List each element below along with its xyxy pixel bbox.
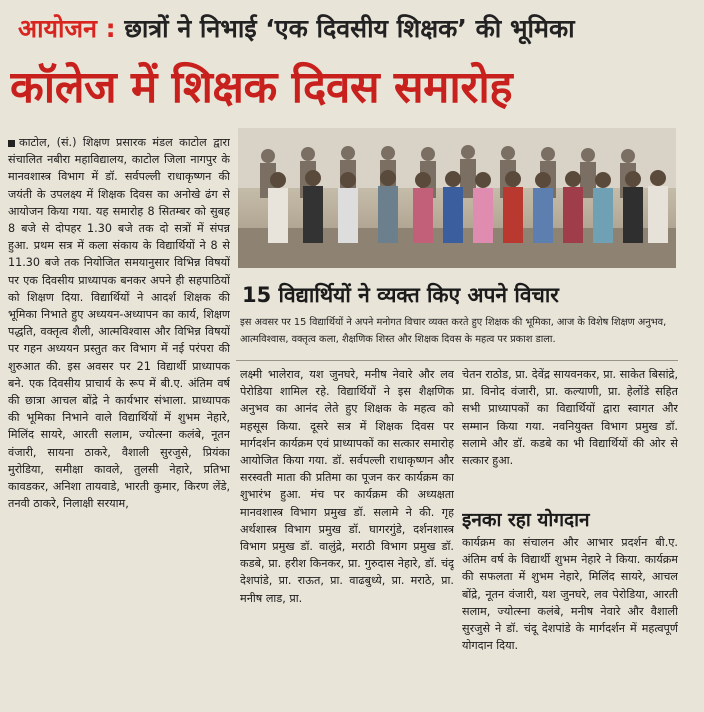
photo-caption: इस अवसर पर 15 विद्यार्थियों ने अपने मनोगत विचार व्यक्त करते हुए शिक्षक की भूमिका, आज के विशेष शिक्षण अनुभव, आत्मविश्वास, वक्तृत्व कला, शैक्षणिक शिस्त और शिक्षक दिवस के महत्व पर प्रकाश डाला.: [240, 317, 667, 345]
divider: [236, 360, 678, 361]
article-column-2: लक्ष्मी भालेराव, यश जुनघरे, मनीष नेवारे और लव पेरोडिया शामिल रहे. विद्यार्थियों ने इस शैक्षणिक अनुभव का आनंद लेते हुए शिक्षक के महत्व को महसूस किया. दूसरे सत्र में शिक्षक दिवस पर मार्गदर्शन कार्यक्रम एवं प्राध्यापकों का सत्कार समारोह आयोजित किया गया. डॉ. सर्वपल्ली राधाकृष्णन और सरस्वती माता की प्रतिमा का पूजन कर कार्यक्रम का शुभारंभ हुआ. मंच पर कार्यक्रम की अध्यक्षता मानवशास्त्र विभाग प्रमुख डॉ. सलामे ने की. गृह अर्थशास्त्र विभाग प्रमुख डॉ. घागरगुंडे, दर्शनशास्त्र विभाग प्रमुख डॉ. वालुंद्रे, मराठी विभाग प्रमुख डॉ. कडबे, प्रा. हरीश किनकर, प्रा. गुरुदास नेहारे, डॉ. चंदू देशपांडे, प्रा. राऊत, प्रा. वाढबुध्ये, प्रा. मराठे, प्रा. मनीष लाड, प्रा.: [240, 368, 454, 605]
column-1-text: काटोल, (सं.) शिक्षण प्रसारक मंडल काटोल द्वारा संचालित नबीरा महाविद्यालय, काटोल जिला नागपुर के मानवशास्त्र विभाग में डॉ. सर्वपल्ली राधाकृष्णन की जयंती के उपलक्ष्य में शिक्षक दिवस का अनोखे ढंग से आयोजन किया गया. यह समारोह 8 सितम्बर को सुबह 8 बजे से दोपहर 1.30 बजे तक दो सत्रों में संपन्न हुआ. प्रथम सत्र में कला संकाय के विद्यार्थियों ने 8 से 11.30 बजे तक नियोजित समयानुसार विभिन्न विषयों पर एक दिवसीय प्राध्यापक बनकर अपने ही सहपाठियों को शिक्षण दिया. विद्यार्थियों ने आदर्श शिक्षक की भूमिका निभाते हुए अध्ययन-अध्यापन का कार्य, शिक्षण पद्धति, वक्तृत्व शैली, आत्मविश्वास और विभिन्न विषयों पर गहन अध्ययन प्रस्तुत कर विभाग में नई परंपरा की शुरुआत की. इस अवसर पर 21 विद्यार्थी प्राध्यापक बने. एक दिवसीय प्राचार्य के रूप में बी.ए. अंतिम वर्ष की छात्रा आचल बोंद्रे ने कार्यभार संभाला. प्राध्यापक की भूमिका निभाने वाले विद्यार्थियों में शुभम नेहारे, मिलिंद सायरे, आरती सलाम, ज्योत्स्ना कलंबे, नूतन वंजारी, सायना ठाकरे, वैशाली सुरजुसे, प्रियंका मुरोडिया, समीक्षा कावले, तुलसी नेहारे, प्रतिभा कावडकर, अनिशा तायवाडे, भारती कुमार, किरण लेंडे, तनवी ठाकरे, निलाक्षी सरयाम,: [8, 136, 230, 511]
subheading: 15 विद्यार्थियों ने व्यक्त किए अपने विचार: [242, 283, 559, 307]
article-column-3: चेतन राठोड, प्रा. देवेंद्र सायवनकर, प्रा. साकेत बिसांद्रे, प्रा. विनोद वंजारी, प्रा. कल्याणी, प्रा. हेलोंडे सहित सभी प्राध्यापकों का विद्यार्थियों द्वारा स्वागत और सम्मान किया गया. नवनियुक्त विभाग प्रमुख डॉ. सलामे और डॉ. कडबे का भी विद्यार्थियों की ओर से सत्कार हुआ.: [462, 368, 678, 468]
contribution-heading: इनका रहा योगदान: [462, 509, 590, 531]
group-photo-icon: [238, 128, 676, 268]
headline: कॉलेज में शिक्षक दिवस समारोह: [10, 62, 513, 113]
kicker-tag: आयोजन :: [18, 14, 116, 43]
article-column-3b: कार्यक्रम का संचालन और आभार प्रदर्शन बी.ए. अंतिम वर्ष के विद्यार्थी शुभम नेहारे ने किया. कार्यक्रम की सफलता में शुभम नेहारे, मिलिंद सायरे, आचल बोंद्रे, नूतन वंजारी, यश जुनघरे, लव पेरोडिया, आरती सलाम, ज्योत्स्ना कलंबे, मनीष नेवारे और वैशाली सुरजुसे ने डॉ. चंदू देशपांडे के मार्गदर्शन में महत्वपूर्ण योगदान दिया.: [462, 536, 678, 653]
article-column-1: [8, 134, 230, 706]
kicker-text: छात्रों ने निभाई ‘एक दिवसीय शिक्षक’ की भूमिका: [124, 14, 575, 43]
bullet-icon: [8, 140, 15, 147]
group-photo: [238, 128, 676, 268]
kicker-line: [18, 8, 698, 50]
